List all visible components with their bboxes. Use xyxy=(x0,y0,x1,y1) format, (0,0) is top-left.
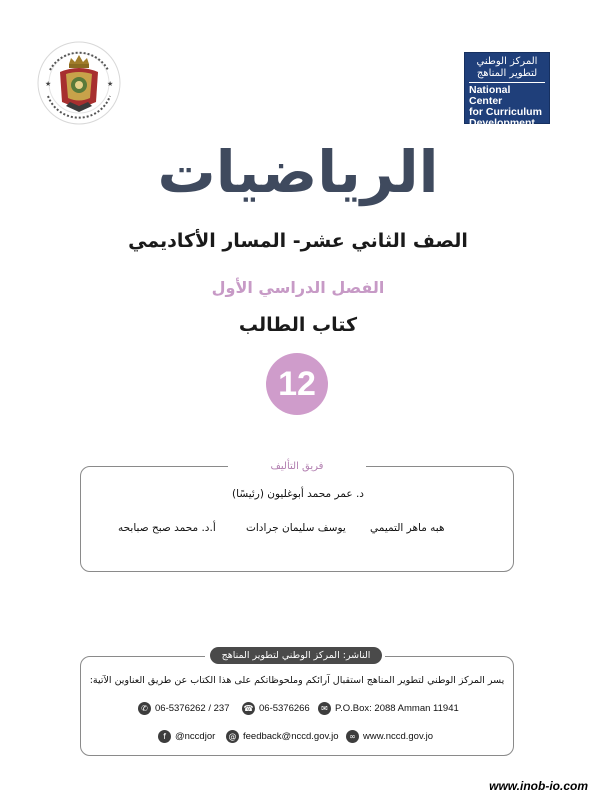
pobox-contact xyxy=(318,702,459,715)
website-contact[interactable] xyxy=(346,730,433,743)
authors-box xyxy=(80,466,514,572)
nccd-logo-english-line-2: for Curriculum xyxy=(469,106,542,118)
facebook-contact[interactable] xyxy=(158,730,215,743)
author-2: يوسف سليمان جرادات xyxy=(246,522,346,534)
publisher-intro: يسر المركز الوطني لتطوير المناهج استقبال آرائكم وملحوظاتكم على هذا الكتاب عن طريق العناوين الآتية: xyxy=(89,675,505,686)
authors-team-label: فريق التأليف xyxy=(228,460,366,474)
fax-number: 06-5376266 xyxy=(259,703,310,714)
svg-text:★: ★ xyxy=(45,80,52,88)
facebook-handle[interactable]: @nccdjor xyxy=(175,731,216,742)
mail-icon: ✉ xyxy=(318,702,331,715)
email-address[interactable]: feedback@nccd.gov.jo xyxy=(243,731,339,742)
nccd-logo xyxy=(464,52,550,129)
book-title: الرياضيات xyxy=(157,138,439,206)
email-contact[interactable] xyxy=(226,730,339,743)
book-subtitle: الصف الثاني عشر- المسار الأكاديمي xyxy=(128,230,468,252)
author-3: أ.د. محمد صبح صبابحه xyxy=(118,522,216,534)
website-url[interactable]: www.nccd.gov.jo xyxy=(363,731,434,742)
lead-author: د. عمر محمد أبوغليون (رئيسًا) xyxy=(232,488,364,500)
fax-icon: ☎ xyxy=(243,704,254,713)
phone-contact xyxy=(138,702,229,715)
publisher-label: الناشر: المركز الوطني لتطوير المناهج xyxy=(210,647,382,664)
svg-text:★: ★ xyxy=(107,80,114,88)
book-type: كتاب الطالب xyxy=(238,314,358,336)
nccd-logo-english-line-3: Development xyxy=(469,117,535,129)
pobox-address: P.O.Box: 2088 Amman 11941 xyxy=(335,703,459,714)
semester-label: الفصل الدراسي الأول xyxy=(211,278,385,297)
nccd-logo-english-line-1: National Center xyxy=(469,84,511,107)
phone-number: 06-5376262 / 237 xyxy=(155,703,230,714)
nccd-logo-arabic: المركز الوطني لتطوير المناهج xyxy=(469,56,545,83)
at-icon: @ xyxy=(226,730,239,743)
phone-icon: ✆ xyxy=(138,702,151,715)
facebook-icon: f xyxy=(158,730,171,743)
grade-badge: 12 xyxy=(266,353,328,415)
link-icon: ∞ xyxy=(346,730,359,743)
fax-contact xyxy=(242,702,310,715)
jordan-coat-of-arms-icon xyxy=(36,40,122,126)
author-1: هبه ماهر التميمي xyxy=(370,522,445,534)
watermark-url[interactable]: www.inob-io.com xyxy=(489,779,588,792)
